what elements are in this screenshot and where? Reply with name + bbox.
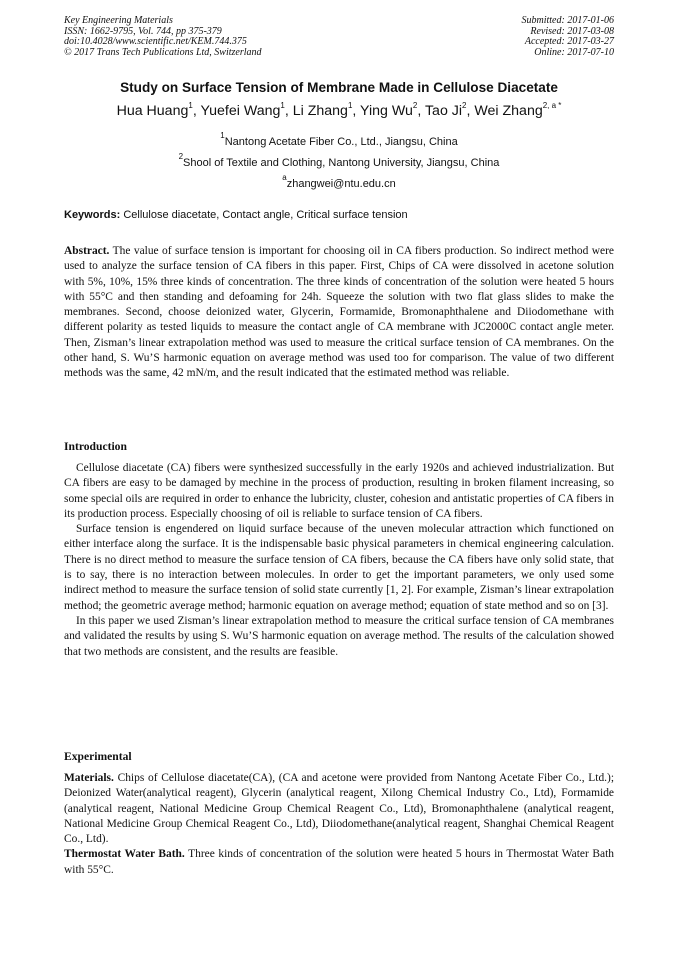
thermostat-label: Thermostat Water Bath. (64, 848, 185, 861)
abstract-text: The value of surface tension is important for choosing oil in CA fibers production. So indirect method were used to analyze the surface tension of CA fibers in this paper. First, Chips of CA were dissolved in acetone solution with 5%, 10%, 15% three kinds of concentration. The three kinds of concentration of the solution were heated 5 hours with 55°C and then standing and defoaming for 24h. Squeeze the solution with two flat glass slides to make the membranes. Second, choose deionized water, Glycerin, Formamide, Bromonaphthalene and Diiodomethane with different polarity as tested liquids to measure the contact angle of CA membrane with JC2000C contact angle meter. Then, Zisman’s linear extrapolation method was used to measure the critical surface tension of CA membranes. On the other hand, S. Wu’S harmonic equation on average method was used too for comparison. The value of two different methods was the same, 42 mN/m, and the result indicated that the estimated method was reliable. (64, 245, 615, 380)
abstract-label: Abstract. (64, 245, 110, 257)
journal-meta (64, 16, 262, 58)
author: Wei Zhang (474, 103, 543, 119)
keywords-text: Cellulose diacetate, Contact angle, Critical surface tension (123, 209, 408, 221)
materials-label: Materials. (64, 772, 114, 784)
introduction-paragraph: Cellulose diacetate (CA) fibers were synthesized successfully in the early 1920s and achieved industrialization. But CA fibers are easy to be damaged by mechine in the process of production, resulting in broken filament increasing, so some special oils are required in order to enhance the lubricity, cluster, cohesion and antistatic properties of CA fibers in its production process. Especially choosing of oil is reliable to surface tension of CA fibers. (64, 462, 614, 520)
email-text: zhangwei@ntu.edu.cn (286, 178, 396, 190)
journal-copyright: © 2017 Trans Tech Publications Ltd, Switzerland (64, 46, 262, 58)
affiliation-text: Nantong Acetate Fiber Co., Ltd., Jiangsu, China (224, 136, 458, 148)
experimental-body (64, 771, 614, 878)
thermostat-paragraph (64, 847, 614, 878)
corresponding-email (0, 173, 678, 190)
email-mark: a (282, 173, 287, 182)
abstract (64, 244, 614, 382)
author: Yuefei Wang (200, 103, 281, 119)
author-affiliation-mark: 2 (462, 101, 467, 110)
introduction-body (64, 461, 614, 660)
introduction-paragraph: In this paper we used Zisman’s linear extrapolation method to measure the critical surface tension of CA membranes and validated the results by using S. Wu’S harmonic equation on average method. The results of the calculation showed that two methods are consistent, and the results are feasible. (64, 614, 614, 658)
accepted-date: Accepted: 2017-03-27 (524, 36, 614, 48)
author: Ying Wu (360, 103, 413, 119)
keywords-label: Keywords: (64, 209, 121, 221)
author-affiliation-mark: 1 (280, 101, 285, 110)
journal-doi: doi:10.4028/www.scientific.net/KEM.744.375 (64, 36, 247, 48)
author-affiliation-mark: 1 (188, 101, 193, 110)
online-date: Online: 2017-07-10 (534, 46, 614, 58)
author-affiliation-mark: 2 (412, 101, 418, 110)
introduction-paragraph: Surface tension is engendered on liquid surface because of the uneven molecular attraction which functioned on either interface along the surface. It is the indispensable basic physical parameters in chemical engineering calculation. There is no direct method to measure the surface tension of CA fibers, because the CA fibers have only solid state, that is to say, there is no interaction between molecules. In order to get the important parameters, we only used some indirect method to measure the surface tension of solid state currently [1, 2]. For example, Zisman’s linear extrapolation method; the geometric average method; harmonic equation on average method; equation of state method and so on [3]. (64, 523, 614, 612)
author-list: Hua Huang$^1$, Yuefei Wang$^1$, Li Zhang$^1$, Ying Wu$^2$, Tao Ji$^2$, Wei Zhang$^{2, a *}$ (116, 101, 562, 119)
paper-title: Study on Surface Tension of Membrane Made in Cellulose Diacetate (120, 80, 558, 95)
submission-dates (522, 16, 615, 58)
affiliation-text: Shool of Textile and Clothing, Nantong University, Jiangsu, China (183, 157, 500, 169)
author: Li Zhang (292, 103, 348, 119)
affiliation-2 (0, 152, 678, 169)
author-affiliation-mark: 2, a * (542, 101, 562, 110)
affiliation-1 (0, 131, 678, 148)
author: Tao Ji (424, 103, 463, 119)
affiliation-mark: 2 (178, 152, 184, 161)
materials-text: Chips of Cellulose diacetate(CA), (CA and acetone were provided from Nantong Acetate Fiber Co., Ltd.); Deionized Water(analytical reagent), Glycerin (analytical reagent, Xilong Chemical Industry Co., Ltd), Formamide (analytical reagent, National Medicine Group Chemical Reagent Co., Ltd), Bromonaphthalene (analytical reagent, National Medicine Group Chemical Reagent Co., Ltd), Diiodomethane(analytical reagent, Shanghai Chemical Reagent Co., Ltd). (64, 772, 615, 846)
affiliation-mark: 1 (220, 131, 225, 140)
author-affiliation-mark: 1 (347, 101, 353, 110)
revised-date: Revised: 2017-03-08 (530, 25, 614, 37)
keywords (64, 209, 616, 221)
thermostat-text: Three kinds of concentration of the solution were heated 5 hours in Thermostat Water Bath with 55°C. (64, 848, 614, 876)
journal-name: Key Engineering Materials (64, 15, 173, 26)
journal-issn: ISSN: 1662-9795, Vol. 744, pp 375-379 (64, 25, 222, 37)
introduction-heading: Introduction (64, 440, 127, 453)
materials-paragraph (64, 771, 614, 847)
submitted-date: Submitted: 2017-01-06 (521, 15, 614, 26)
experimental-heading: Experimental (64, 750, 132, 763)
author: Hua Huang (116, 103, 189, 119)
